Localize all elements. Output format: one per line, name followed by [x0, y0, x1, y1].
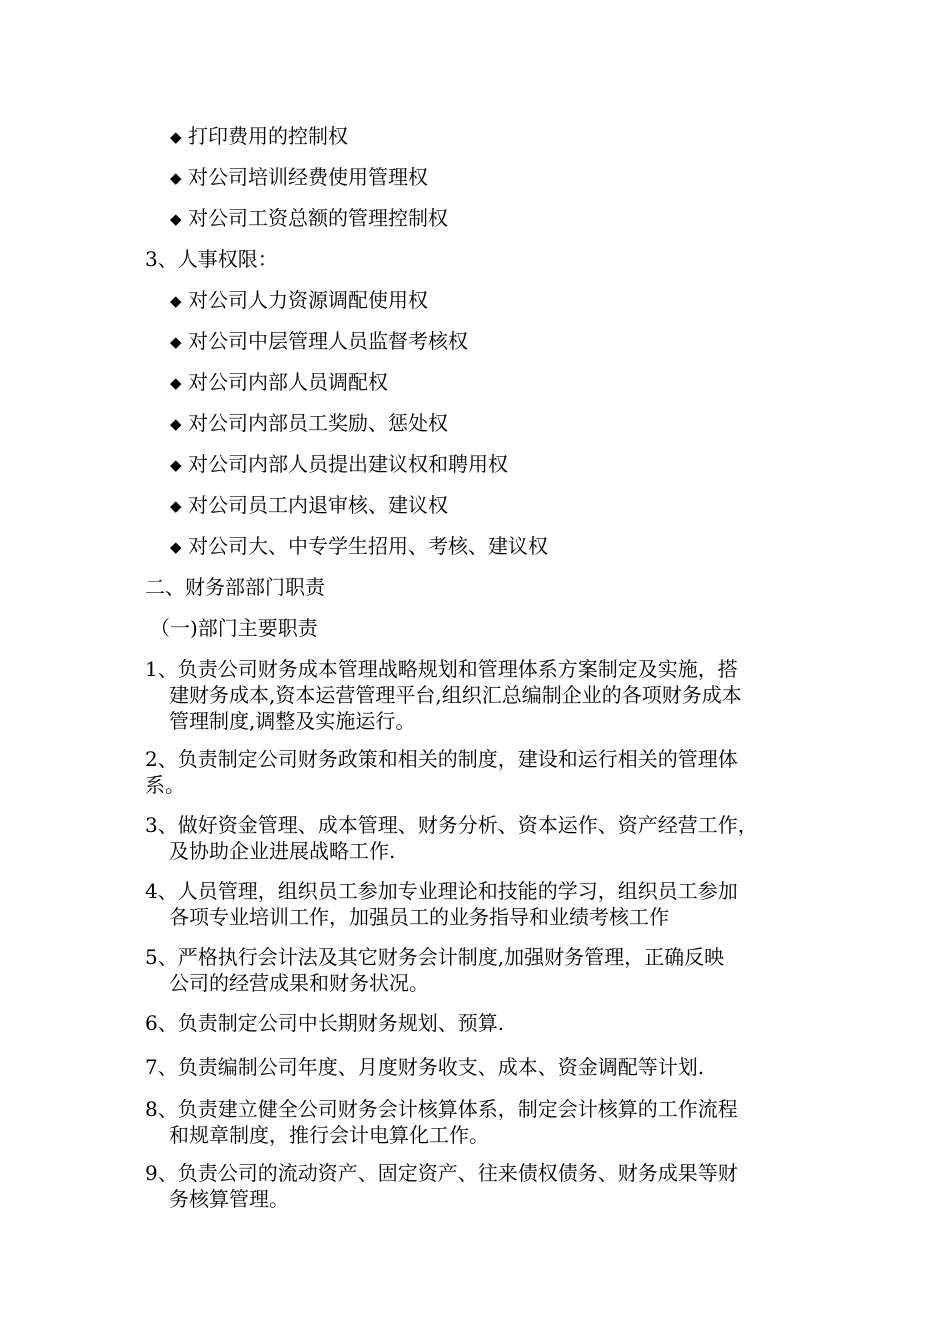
- diamond-bullet-icon: ◆: [170, 456, 182, 474]
- bullet-item: ◆ 对公司内部人员调配权: [170, 370, 388, 394]
- bullet-item: ◆ 对公司内部人员提出建议权和聘用权: [170, 452, 508, 476]
- bullet-item: ◆ 打印费用的控制权: [170, 124, 348, 148]
- diamond-bullet-icon: ◆: [170, 333, 182, 351]
- duty-item-2: 2、负责制定公司财务政策和相关的制度，建设和运行相关的管理体 系。: [145, 747, 738, 797]
- duty-item-5: 5、严格执行会计法及其它财务会计制度,加强财务管理，正确反映 公司的经营成果和财务状况。: [145, 945, 725, 995]
- diamond-bullet-icon: ◆: [170, 292, 182, 310]
- diamond-bullet-icon: ◆: [170, 538, 182, 556]
- diamond-bullet-icon: ◆: [170, 210, 182, 228]
- bullet-item: ◆ 对公司员工内退审核、建议权: [170, 493, 448, 517]
- diamond-bullet-icon: ◆: [170, 128, 182, 146]
- duty-item-9: 9、负责公司的流动资产、固定资产、往来债权债务、财务成果等财 务核算管理。: [145, 1161, 738, 1211]
- duty-item-8: 8、负责建立健全公司财务会计核算体系，制定会计核算的工作流程 和规章制度，推行会计电算化工作。: [145, 1097, 738, 1147]
- diamond-bullet-icon: ◆: [170, 415, 182, 433]
- bullet-item: ◆ 对公司中层管理人员监督考核权: [170, 329, 468, 353]
- duty-item-4: 4、人员管理，组织员工参加专业理论和技能的学习，组织员工参加 各项专业培训工作，加强员工的业务指导和业绩考核工作: [145, 879, 738, 929]
- diamond-bullet-icon: ◆: [170, 169, 182, 187]
- duty-item-1: 1、负责公司财务成本管理战略规划和管理体系方案制定及实施，搭 建财务成本,资本运营管理平台,组织汇总编制企业的各项财务成本 管理制度,调整及实施运行。: [145, 657, 742, 733]
- duty-item-3: 3、做好资金管理、成本管理、财务分析、资本运作、资产经营工作， 及协助企业进展战略工作.: [145, 813, 758, 863]
- subsection-title: （一)部门主要职责: [150, 616, 318, 640]
- bullet-item: ◆ 对公司工资总额的管理控制权: [170, 206, 448, 230]
- diamond-bullet-icon: ◆: [170, 374, 182, 392]
- bullet-item: ◆ 对公司培训经费使用管理权: [170, 165, 428, 189]
- duty-item-6: 6、负责制定公司中长期财务规划、预算.: [145, 1011, 505, 1035]
- bullet-item: ◆ 对公司内部员工奖励、惩处权: [170, 411, 448, 435]
- section-title: 二、财务部部门职责: [145, 575, 325, 599]
- bullet-item: ◆ 对公司人力资源调配使用权: [170, 288, 428, 312]
- bullet-item: ◆ 对公司大、中专学生招用、考核、建议权: [170, 534, 548, 558]
- diamond-bullet-icon: ◆: [170, 497, 182, 515]
- heading-personnel-authority: 3、人事权限：: [145, 247, 278, 271]
- duty-item-7: 7、负责编制公司年度、月度财务收支、成本、资金调配等计划.: [145, 1055, 705, 1079]
